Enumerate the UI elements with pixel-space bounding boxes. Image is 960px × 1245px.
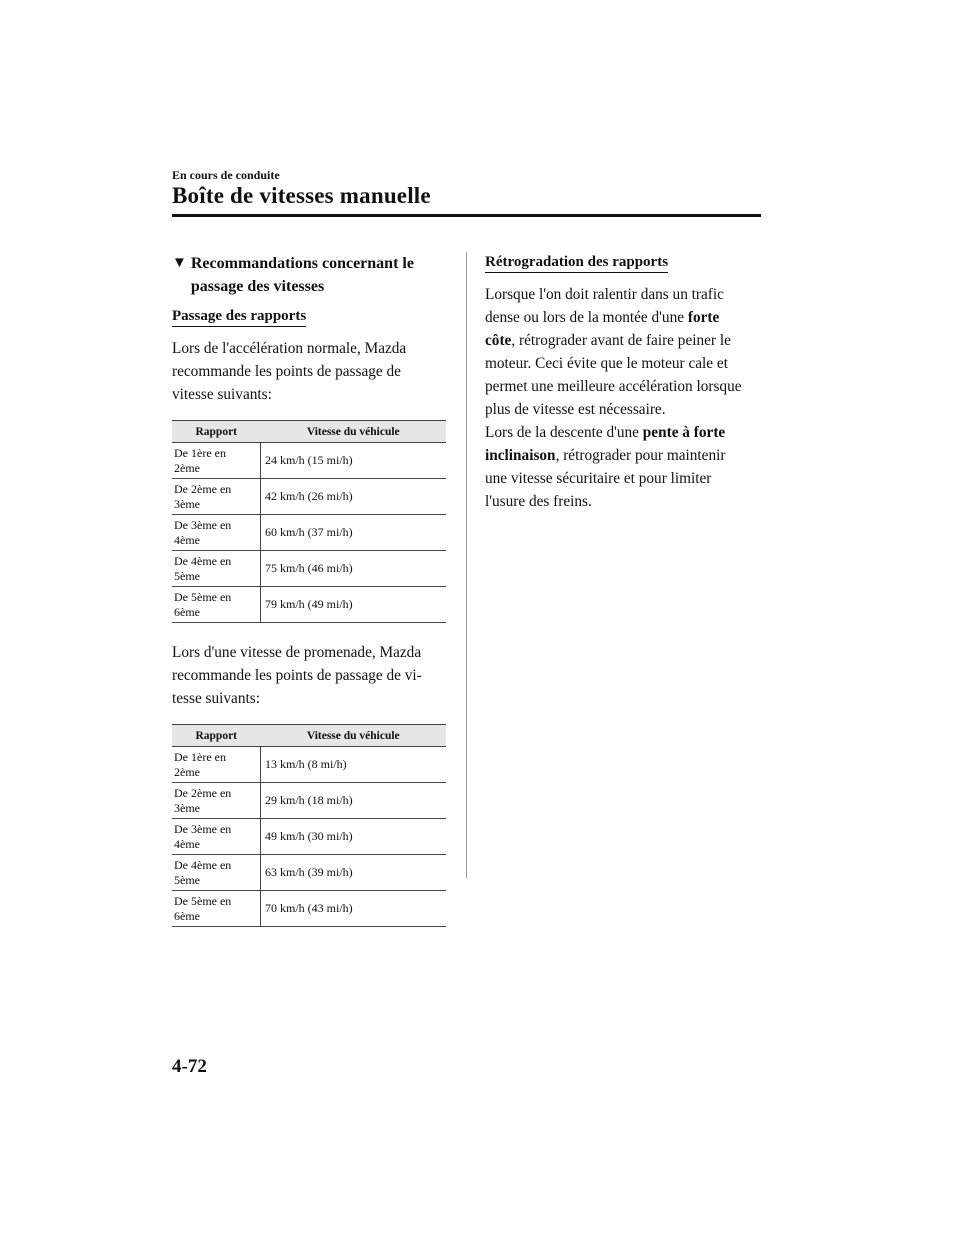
speed-cell: 29 km/h (18 mi/h) [261, 783, 447, 819]
heading-line: passage des vitesses [190, 278, 325, 295]
speed-cell: 13 km/h (8 mi/h) [261, 747, 447, 783]
section-label: En cours de conduite [172, 168, 280, 182]
column-header: Vitesse du véhicule [261, 725, 447, 747]
emphasis: forte [687, 309, 720, 326]
column-divider [466, 252, 467, 878]
table-normal [172, 420, 446, 623]
right-column [485, 252, 761, 513]
speed-cell: 75 km/h (46 mi/h) [261, 551, 447, 587]
speed-cell: 24 km/h (15 mi/h) [261, 443, 447, 479]
gear-cell: De 2ème en 3ème [172, 783, 261, 819]
speed-cell: 70 km/h (43 mi/h) [261, 891, 447, 927]
table-row [172, 551, 446, 587]
column-header: Rapport [172, 421, 261, 443]
title-rule [172, 214, 761, 217]
column-header: Vitesse du véhicule [261, 421, 447, 443]
table-row [172, 819, 446, 855]
subheading-passage: Passage des rapports [172, 308, 306, 327]
table-header-row [172, 725, 446, 747]
gear-cell: De 5ème en 6ème [172, 891, 261, 927]
table-row [172, 855, 446, 891]
gear-cell: De 3ème en 4ème [172, 515, 261, 551]
emphasis: côte [485, 332, 512, 349]
emphasis: pente à forte [642, 424, 726, 441]
speed-cell: 42 km/h (26 mi/h) [261, 479, 447, 515]
gear-cell: De 3ème en 4ème [172, 819, 261, 855]
heading-line: Recommandations concernant le [190, 255, 414, 272]
table-row [172, 587, 446, 623]
speed-cell: 79 km/h (49 mi/h) [261, 587, 447, 623]
table-row [172, 783, 446, 819]
table-header-row [172, 421, 446, 443]
speed-cell: 63 km/h (39 mi/h) [261, 855, 447, 891]
gear-cell: De 5ème en 6ème [172, 587, 261, 623]
page-title: Boîte de vitesses manuelle [172, 183, 431, 208]
subheading-retrogradation: Rétrogradation des rapports [485, 254, 668, 273]
table-row [172, 515, 446, 551]
paragraph-traffic: Lorsque l'on doit ralentir dans un trafic dense ou lors de la montée d'une forte côte, rétrograder avant de faire peiner le moteur. Ceci évite que le moteur cale et permet une meilleure accélération lorsque plus de vitesse est nécessaire. [485, 286, 742, 418]
gear-cell: De 1ère en 2ème [172, 443, 261, 479]
table-row [172, 479, 446, 515]
speed-cell: 49 km/h (30 mi/h) [261, 819, 447, 855]
page-number: 4-72 [172, 1056, 207, 1077]
table-cruise [172, 724, 446, 927]
table-row [172, 891, 446, 927]
emphasis: inclinaison [485, 447, 556, 464]
paragraph-descent: Lors de la descente d'une pente à forte inclinaison, rétrograder pour maintenir une vitesse sécuritaire et pour limiter l'usure des freins. [485, 424, 726, 510]
gear-cell: De 4ème en 5ème [172, 855, 261, 891]
table-row [172, 443, 446, 479]
intro-normal: Lors de l'accélération normale, Mazda recommande les points de passage de vitesse suivants: [172, 340, 407, 403]
table-row [172, 747, 446, 783]
section-heading [172, 252, 446, 298]
triangle-icon: ▼ [172, 255, 187, 271]
gear-cell: De 1ère en 2ème [172, 747, 261, 783]
column-header: Rapport [172, 725, 261, 747]
intro-cruise: Lors d'une vitesse de promenade, Mazda recommande les points de passage de vi- tesse suivants: [172, 644, 422, 707]
left-column [172, 252, 446, 927]
gear-cell: De 2ème en 3ème [172, 479, 261, 515]
speed-cell: 60 km/h (37 mi/h) [261, 515, 447, 551]
gear-cell: De 4ème en 5ème [172, 551, 261, 587]
